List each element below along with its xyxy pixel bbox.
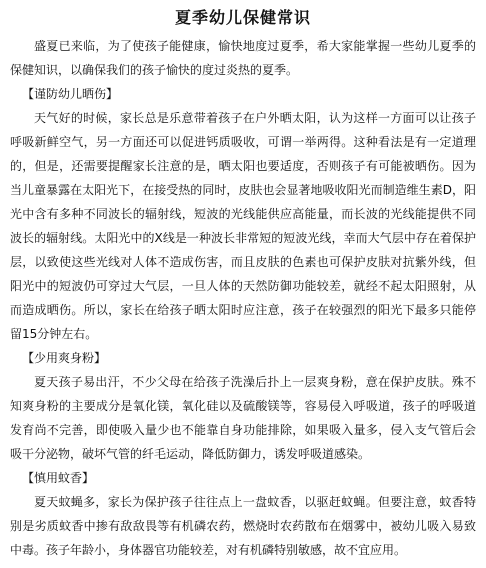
section-heading-mosquito-coil: 【慎用蚊香】 bbox=[22, 471, 95, 485]
section-paragraph-powder: 夏天孩子易出汗，不少父母在给孩子洗澡后扑上一层爽身粉，意在保护皮肤。殊不知爽身粉的主要成分是氧化镁，氧化硅以及硫酸镁等，容易侵入呼吸道，孩子的呼吸道发育尚不完善，即使吸入量少也不能靠自身功能排除，如果吸入量多，侵入支气管后会吸干分泌物，破坏气管的纤毛运动，降低防御力，诱发呼吸道感染。 bbox=[10, 375, 476, 461]
intro-paragraph: 盛夏已来临，为了使孩子能健康，愉快地度过夏季，希大家能掌握一些幼儿夏季的保健知识，以确保我们的孩子愉快的度过炎热的夏季。 bbox=[10, 39, 476, 77]
section-heading-powder: 【少用爽身粉】 bbox=[22, 351, 107, 365]
section-paragraph-mosquito-coil: 夏天蚊蝇多，家长为保护孩子往往点上一盘蚊香，以驱赶蚊蝇。但要注意，蚊香特别是劣质蚊香中掺有敌敌畏等有机磷农药，燃烧时农药散布在烟雾中，被幼儿吸入易致中毒。孩子年龄小，身体器官功能较差，对有机磷特别敏感，故不宜应用。 bbox=[10, 495, 476, 557]
document-title: 夏季幼儿保健常识 bbox=[174, 8, 311, 27]
section-heading-sunburn: 【谨防幼儿晒伤】 bbox=[22, 87, 119, 101]
section-paragraph-sunburn: 天气好的时候，家长总是乐意带着孩子在户外晒太阳，认为这样一方面可以让孩子呼吸新鲜空气，另一方面还可以促进钙质吸收，可谓一举两得。这种看法是有一定道理的，但是，还需要提醒家长注意的是，晒太阳也要适度，否则孩子有可能被晒伤。因为当儿童暴露在太阳光下，在接受热的同时，皮肤也会显著地吸收阳光而制造维生素D，阳光中含有多种不同波长的辐射线，短波的光线能供应高能量，而长波的光线能提供不同波长的辐射线。太阳光中的X线是一种波长非常短的短波光线，幸而大气层中存在着保护层，以致使这些光线对人体不造成伤害，而且皮肤的色素也可保护皮肤对抗紫外线，但阳光中的短波仍可穿过大气层，一旦人体的天然防御功能较差，就经不起太阳照射，从而造成晒伤。所以，家长在给孩子晒太阳时应注意，孩子在较强烈的阳光下最多只能停留15分钟左右。 bbox=[10, 111, 476, 341]
